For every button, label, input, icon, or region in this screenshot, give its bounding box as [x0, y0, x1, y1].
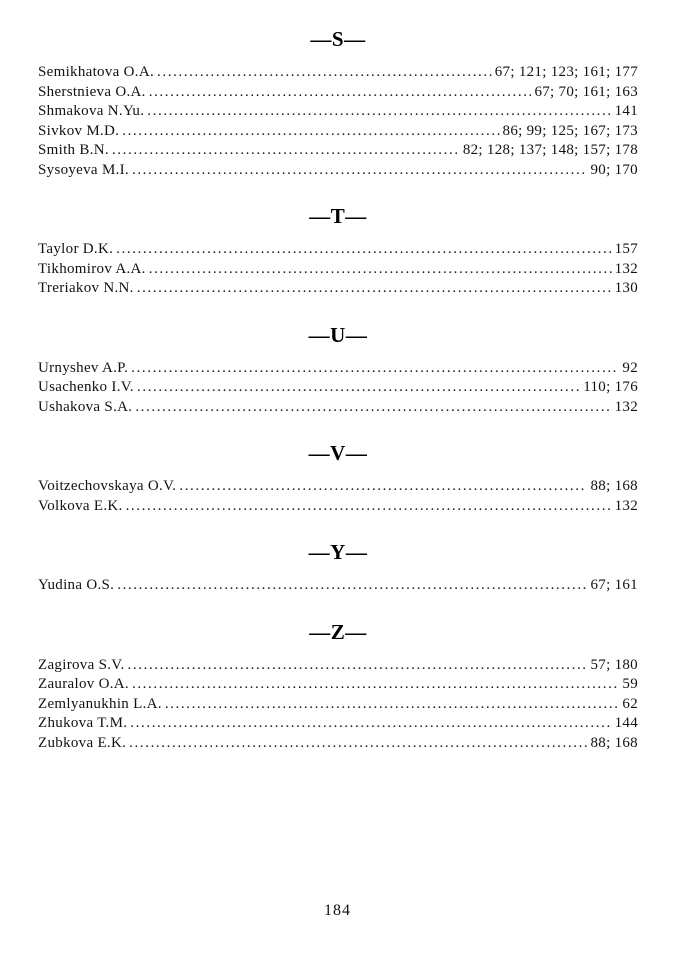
index-section-z [38, 619, 638, 754]
author-name: Ushakova S.A. [38, 398, 133, 415]
index-entry [38, 675, 638, 695]
page-numbers: 92 [622, 359, 638, 376]
dot-leader [132, 675, 619, 695]
page-numbers: 132 [614, 497, 638, 514]
index-entry [38, 102, 638, 122]
page-number: 184 [324, 902, 351, 919]
author-name: Yudina O.S. [38, 577, 115, 593]
author-name: Treriakov N.N. [38, 280, 134, 296]
author-name: Shmakova N.Yu. [38, 103, 145, 119]
index-entry [38, 656, 638, 676]
page-numbers: 62 [622, 695, 638, 712]
index-entry [38, 695, 638, 715]
page-numbers: 88; 168 [590, 734, 638, 751]
index-entry [38, 63, 638, 83]
dot-leader [149, 260, 612, 280]
index-entry [38, 398, 638, 418]
page-numbers: 90; 170 [590, 161, 638, 178]
index-entry [38, 378, 638, 398]
author-name: Zemlyanukhin L.A. [38, 695, 162, 712]
dot-leader [165, 695, 620, 715]
section-letter-s: —S— [310, 27, 366, 51]
dot-leader [126, 497, 612, 517]
author-name: Sherstnieva O.A. [38, 83, 146, 100]
dot-leader [132, 161, 587, 181]
dot-leader [137, 279, 612, 299]
page-numbers: 67; 121; 123; 161; 177 [494, 64, 638, 80]
page-numbers: 132 [614, 398, 638, 415]
page-numbers: 144 [614, 715, 638, 731]
section-letter-t: —T— [309, 204, 367, 228]
author-name: Usachenko I.V. [38, 379, 134, 395]
section-letter-v: —V— [308, 441, 368, 465]
section-letter-y: —Y— [308, 540, 368, 564]
index-entry [38, 359, 638, 379]
page-numbers: 141 [614, 103, 638, 119]
page-numbers: 132 [614, 260, 638, 277]
author-name: Voitzechovskaya O.V. [38, 478, 177, 494]
index-entry [38, 122, 638, 142]
dot-leader [128, 656, 588, 676]
index-section-y [38, 539, 638, 596]
index-entry [38, 576, 638, 596]
dot-leader [147, 102, 611, 122]
author-name: Zhukova T.M. [38, 715, 128, 731]
index-entry [38, 141, 638, 161]
dot-leader [130, 714, 611, 734]
author-name: Zagirova S.V. [38, 656, 125, 673]
dot-leader [149, 83, 532, 103]
dot-leader [112, 141, 460, 161]
page-numbers: 57; 180 [590, 656, 638, 673]
dot-leader [179, 477, 587, 497]
index-entry [38, 279, 638, 299]
index-section-v [38, 440, 638, 516]
section-letter-z: —Z— [309, 619, 367, 644]
dot-leader [135, 398, 611, 418]
author-name: Tikhomirov A.A. [38, 260, 146, 277]
page-numbers: 86; 99; 125; 167; 173 [502, 122, 638, 139]
author-name: Zauralov O.A. [38, 676, 129, 692]
index-entry [38, 734, 638, 754]
page-numbers: 59 [622, 676, 638, 692]
index-entry [38, 260, 638, 280]
dot-leader [122, 122, 499, 142]
page-numbers: 88; 168 [590, 478, 638, 494]
page-numbers: 67; 70; 161; 163 [534, 83, 638, 100]
author-name: Sivkov M.D. [38, 122, 120, 139]
index-entry [38, 83, 638, 103]
index-section-u [38, 322, 638, 418]
index-section-t [38, 203, 638, 299]
author-name: Volkova E.K. [38, 497, 123, 514]
dot-leader [131, 359, 619, 379]
author-name: Zubkova E.K. [38, 734, 127, 751]
index-entry [38, 497, 638, 517]
dot-leader [157, 63, 492, 83]
page-numbers: 67; 161 [590, 577, 638, 593]
index-entry [38, 477, 638, 497]
dot-leader [117, 576, 587, 596]
author-name: Taylor D.K. [38, 241, 114, 257]
dot-leader [137, 378, 580, 398]
section-letter-u: —U— [308, 322, 368, 347]
page-numbers: 110; 176 [583, 379, 638, 395]
page-numbers: 130 [614, 280, 638, 296]
index-entry [38, 714, 638, 734]
author-name: Sysoyeva M.I. [38, 161, 129, 178]
index-entry [38, 240, 638, 260]
dot-leader [116, 240, 611, 260]
dot-leader [129, 734, 587, 754]
page-numbers: 82; 128; 137; 148; 157; 178 [462, 142, 638, 158]
index-section-s [38, 26, 638, 180]
index-entry [38, 161, 638, 181]
author-name: Semikhatova O.A. [38, 64, 155, 80]
page-numbers: 157 [614, 241, 638, 257]
author-name: Smith B.N. [38, 142, 109, 158]
author-name: Urnyshev A.P. [38, 359, 129, 376]
